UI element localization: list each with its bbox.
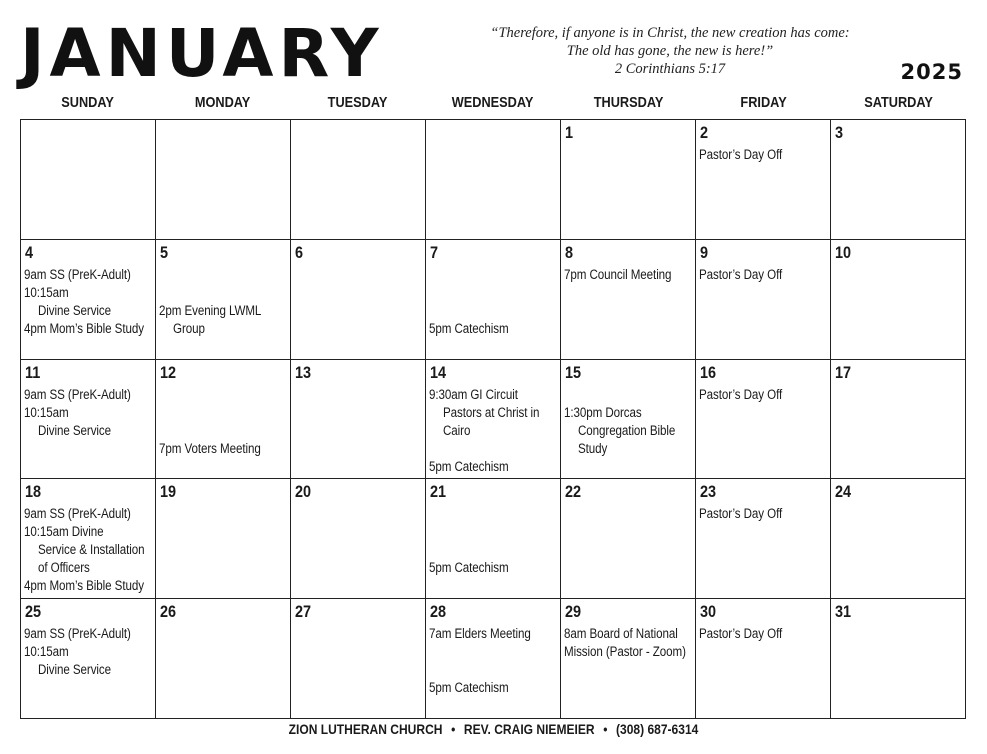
- weekday-header-tuesday: TUESDAY: [327, 94, 388, 111]
- event-text: Pastors at Christ in: [443, 404, 540, 420]
- event-text: 9am SS (PreK-Adult): [24, 266, 131, 282]
- event-text: Cairo: [443, 422, 471, 438]
- day-cell-15: [561, 360, 696, 480]
- weekday-header-thursday: THURSDAY: [593, 94, 663, 111]
- event-text: 4pm Mom’s Bible Study: [24, 320, 144, 336]
- event-text: 10:15am: [24, 644, 69, 660]
- weekday-header-monday: MONDAY: [194, 94, 251, 111]
- event-text: 5pm Catechism: [429, 458, 509, 474]
- day-cell-13: [291, 360, 426, 480]
- verse-reference: 2 Corinthians 5:17: [614, 61, 726, 77]
- event-text: Mission (Pastor - Zoom): [564, 644, 686, 660]
- day-cell-17: [831, 360, 966, 480]
- event-text: 5pm Catechism: [429, 320, 509, 336]
- day-number: 7: [430, 242, 439, 262]
- verse-line-1: “Therefore, if anyone is in Christ, the new creation has come:: [490, 25, 850, 41]
- day-cell-5: [156, 240, 291, 360]
- day-cell-6: [291, 240, 426, 360]
- day-number: 1: [565, 123, 574, 142]
- day-cell-22: [561, 479, 696, 599]
- day-cell-21: [426, 479, 561, 599]
- day-number: 13: [295, 362, 312, 382]
- event-text: Divine Service: [38, 302, 112, 318]
- day-number: 31: [835, 602, 852, 622]
- event-text: 9am SS (PreK-Adult): [24, 386, 131, 402]
- event-text: 9am SS (PreK-Adult): [24, 626, 131, 642]
- day-cell-2: [696, 120, 831, 240]
- day-number: 14: [430, 362, 447, 382]
- day-cell-29: [561, 599, 696, 719]
- event-text: 5pm Catechism: [429, 680, 509, 696]
- day-number: 25: [25, 602, 42, 622]
- event-text: 5pm Catechism: [429, 560, 509, 576]
- day-cell-14: [426, 360, 561, 480]
- day-cell-24: [831, 479, 966, 599]
- day-number: 9: [700, 242, 709, 262]
- day-number: 10: [835, 242, 852, 262]
- day-cell-19: [156, 479, 291, 599]
- empty-day-cell: [426, 120, 561, 240]
- day-cell-9: [696, 240, 831, 360]
- event-text: 10:15am: [24, 284, 69, 300]
- day-number: 20: [295, 482, 312, 502]
- event-text: 10:15am Divine: [24, 524, 104, 540]
- day-number: 11: [25, 362, 41, 382]
- day-cell-8: [561, 240, 696, 360]
- day-number: 6: [295, 242, 304, 262]
- footer-pastor-name: REV. CRAIG NIEMEIER: [463, 721, 595, 737]
- event-text: Divine Service: [38, 662, 112, 678]
- day-number: 17: [835, 362, 852, 382]
- weekday-header-wednesday: WEDNESDAY: [452, 94, 534, 111]
- day-number: 5: [160, 242, 169, 262]
- day-number: 4: [25, 242, 34, 262]
- event-text: 7pm Voters Meeting: [159, 440, 261, 456]
- day-cell-16: [696, 360, 831, 480]
- day-cell-27: [291, 599, 426, 719]
- day-cell-12: [156, 360, 291, 480]
- event-text: Pastor’s Day Off: [699, 626, 783, 642]
- calendar-grid: [20, 119, 966, 719]
- event-text: 9:30am GI Circuit: [429, 386, 518, 402]
- day-cell-3: [831, 120, 966, 240]
- day-number: 24: [835, 482, 852, 502]
- day-cell-30: [696, 599, 831, 719]
- day-number: 30: [700, 602, 717, 622]
- day-cell-23: [696, 479, 831, 599]
- event-text: of Officers: [38, 560, 90, 576]
- day-number: 2: [700, 123, 709, 142]
- day-cell-28: [426, 599, 561, 719]
- weekday-header-saturday: SATURDAY: [864, 94, 933, 111]
- event-text: Service & Installation: [38, 542, 145, 558]
- day-number: 8: [565, 242, 574, 262]
- weekday-header-row: [20, 94, 966, 111]
- day-number: 18: [25, 482, 42, 502]
- day-number: 22: [565, 482, 582, 502]
- event-text: 9am SS (PreK-Adult): [24, 506, 131, 522]
- day-number: 16: [700, 362, 717, 382]
- bible-verse: [420, 24, 920, 78]
- day-cell-25: [21, 599, 156, 719]
- empty-day-cell: [21, 120, 156, 240]
- day-number: 3: [835, 123, 844, 142]
- verse-line-2: The old has gone, the new is here!”: [566, 43, 774, 59]
- month-title: JANUARY: [20, 15, 384, 92]
- weekday-header-sunday: SUNDAY: [61, 94, 114, 111]
- day-cell-18: [21, 479, 156, 599]
- day-number: 26: [160, 602, 177, 622]
- event-text: Congregation Bible: [578, 422, 676, 438]
- footer-church-name: ZION LUTHERAN CHURCH: [288, 721, 443, 737]
- event-text: Pastor’s Day Off: [699, 386, 783, 402]
- event-text: Group: [173, 320, 205, 336]
- event-text: Study: [578, 440, 608, 456]
- weekday-header-friday: FRIDAY: [740, 94, 787, 111]
- event-text: Pastor’s Day Off: [699, 266, 783, 282]
- day-number: 28: [430, 602, 447, 622]
- day-cell-31: [831, 599, 966, 719]
- event-text: 1:30pm Dorcas: [564, 404, 642, 420]
- footer-separator: •: [603, 721, 608, 737]
- footer-phone: (308) 687-6314: [616, 721, 699, 737]
- day-number: 23: [700, 482, 717, 502]
- event-text: Pastor’s Day Off: [699, 147, 783, 162]
- year-label: 2025: [900, 60, 963, 84]
- day-cell-4: [21, 240, 156, 360]
- empty-day-cell: [291, 120, 426, 240]
- event-text: Divine Service: [38, 422, 112, 438]
- day-number: 21: [430, 482, 447, 502]
- day-cell-20: [291, 479, 426, 599]
- day-number: 19: [160, 482, 177, 502]
- event-text: 7am Elders Meeting: [429, 626, 531, 642]
- empty-day-cell: [156, 120, 291, 240]
- event-text: 8am Board of National: [564, 626, 678, 642]
- day-cell-7: [426, 240, 561, 360]
- day-number: 12: [160, 362, 177, 382]
- day-number: 27: [295, 602, 312, 622]
- event-text: 7pm Council Meeting: [564, 266, 672, 282]
- day-number: 29: [565, 602, 582, 622]
- day-cell-26: [156, 599, 291, 719]
- footer-separator: •: [451, 721, 456, 737]
- day-cell-1: [561, 120, 696, 240]
- day-cell-11: [21, 360, 156, 480]
- event-text: Pastor’s Day Off: [699, 506, 783, 522]
- day-cell-10: [831, 240, 966, 360]
- event-text: 10:15am: [24, 404, 69, 420]
- event-text: 2pm Evening LWML: [159, 302, 262, 318]
- footer: [69, 721, 918, 737]
- day-number: 15: [565, 362, 582, 382]
- event-text: 4pm Mom’s Bible Study: [24, 578, 144, 594]
